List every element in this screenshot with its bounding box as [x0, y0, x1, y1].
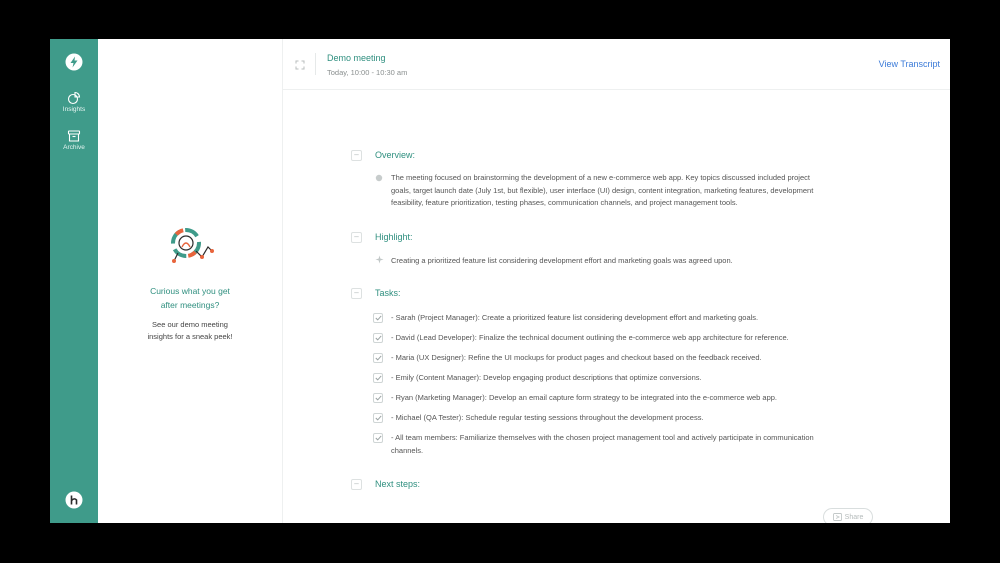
overview-section-header [351, 148, 415, 162]
overview-label: Overview: [375, 150, 416, 160]
task-item [373, 352, 893, 365]
h-logo-icon [65, 491, 83, 509]
insights-illustration-icon [162, 225, 218, 265]
checkmark-icon [375, 335, 382, 341]
sidebar-item-label: Archive [63, 144, 85, 151]
share-label: Share [844, 513, 864, 521]
meeting-time: Today, 10:00 - 10:30 am [327, 68, 408, 77]
collapse-highlight-button[interactable]: – [351, 232, 362, 243]
task-text-line: channels. [391, 445, 424, 455]
profile-button[interactable] [50, 491, 98, 509]
overview-line: feasibility, feature prioritization, testing phases, communication channels, and project management tools. [391, 198, 738, 207]
task-checkbox[interactable] [373, 373, 383, 383]
sidebar-item-label: Insights [62, 106, 86, 113]
task-text: - Ryan (Marketing Manager): Develop an email capture form strategy to be integrated into the e-commerce web app. [391, 393, 778, 402]
next-steps-label: Next steps: [375, 479, 421, 489]
share-button[interactable] [823, 508, 873, 523]
task-item [373, 332, 893, 345]
task-checkbox[interactable] [373, 353, 383, 363]
meeting-title: Demo meeting [327, 53, 386, 63]
insights-icon [67, 91, 81, 105]
task-text: - Maria (UX Designer): Refine the UI mockups for product pages and checkout based on the feedback received. [391, 353, 762, 362]
collapse-overview-button[interactable]: – [351, 150, 362, 161]
promo-title-line: Curious what you get [150, 286, 230, 296]
app-window [50, 39, 950, 523]
task-checkbox[interactable] [373, 413, 383, 423]
task-checkbox[interactable] [373, 393, 383, 403]
promo-title-line: after meetings? [160, 300, 220, 310]
task-item [373, 372, 893, 385]
task-text: - Emily (Content Manager): Develop engaging product descriptions that optimize conversions. [391, 373, 702, 382]
task-text: - David (Lead Developer): Finalize the technical document outlining the e-commerce web app architecture for reference. [391, 333, 789, 342]
overview-line: The meeting focused on brainstorming the development of a new e-commerce web app. Key topics discussed included project [391, 173, 810, 182]
collapse-tasks-button[interactable]: – [351, 288, 362, 299]
promo-description [98, 319, 282, 343]
view-transcript-link[interactable]: View Transcript [878, 59, 940, 69]
collapse-next-steps-button[interactable]: – [351, 479, 362, 490]
task-item [373, 392, 893, 405]
bolt-icon [65, 53, 83, 71]
sidebar-item-insights[interactable] [50, 91, 98, 113]
overview-line: goals, target launch date (July 1st, but flexible), user interface (UI) design, content integration, marketing features, development [391, 185, 814, 195]
highlight-section-header [351, 230, 413, 244]
archive-icon [67, 129, 81, 143]
home-button[interactable] [50, 53, 98, 71]
highlight-text: Creating a prioritized feature list considering development effort and marketing goals was agreed upon. [391, 256, 733, 265]
meeting-notes [283, 90, 950, 523]
tasks-section-header [351, 286, 401, 300]
promo-text-line: insights for a sneak peek! [147, 332, 233, 341]
promo-text-line: See our demo meeting [152, 320, 228, 329]
sidebar-item-archive[interactable] [50, 129, 98, 151]
bullet-dot-icon [375, 174, 383, 182]
sparkle-icon [375, 255, 384, 264]
sidebar [50, 39, 98, 523]
checkmark-icon [375, 435, 382, 441]
next-steps-section-header [351, 477, 420, 491]
tasks-label: Tasks: [375, 288, 401, 298]
task-checkbox[interactable] [373, 313, 383, 323]
overview-text [391, 172, 891, 210]
checkmark-icon [375, 415, 382, 421]
share-icon [833, 513, 842, 521]
task-item [373, 412, 893, 425]
checkmark-icon [375, 395, 382, 401]
highlight-label: Highlight: [375, 232, 413, 242]
header-divider [315, 53, 316, 75]
task-text: - Sarah (Project Manager): Create a prioritized feature list considering development effort and marketing goals. [391, 313, 759, 322]
checkmark-icon [375, 355, 382, 361]
task-text: - Michael (QA Tester): Schedule regular testing sessions throughout the development process. [391, 413, 704, 422]
task-checkbox[interactable] [373, 333, 383, 343]
meeting-header [283, 39, 950, 90]
checkmark-icon [375, 375, 382, 381]
task-text-line: - All team members: Familiarize themselves with the chosen project management tool and actively participate in communication [391, 433, 814, 442]
expand-icon[interactable] [295, 60, 305, 70]
task-text [391, 432, 814, 457]
task-item [373, 432, 893, 457]
task-item [373, 312, 893, 325]
promo-panel [98, 39, 283, 523]
promo-title[interactable] [98, 284, 282, 312]
task-checkbox[interactable] [373, 433, 383, 443]
checkmark-icon [375, 315, 382, 321]
